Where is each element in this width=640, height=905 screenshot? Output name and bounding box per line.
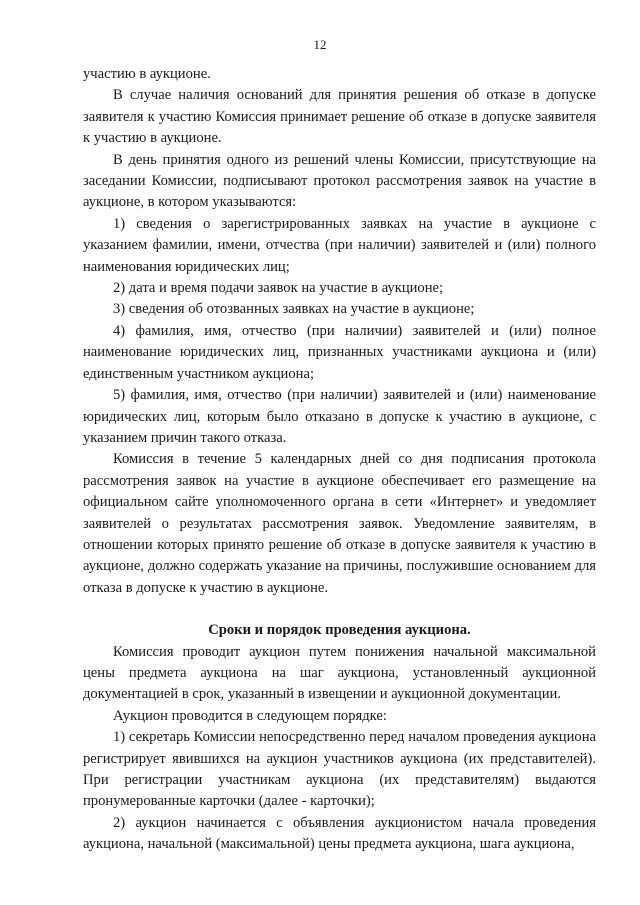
list-item: 1) сведения о зарегистрированных заявках на участие в аукционе с указанием фамилии, имени, отчества (при наличии) заявителей и (или) полного наименования юридических лиц; xyxy=(83,215,596,275)
paragraph: участию в аукционе. xyxy=(83,66,211,82)
list-item: 3) сведения об отозванных заявках на участие в аукционе; xyxy=(113,301,475,318)
paragraph: Комиссия проводит аукцион путем понижения начальной максимальной цены предмета аукциона на шаг аукциона, установленный аукционной документацией в срок, указанный в извещении и аукционной документации. xyxy=(83,643,596,703)
list-item: 4) фамилия, имя, отчество (при наличии) заявителей и (или) полное наименование юридических лиц, признанных участниками аукциона и (или) единственным участником аукциона; xyxy=(83,322,596,382)
section-heading: Сроки и порядок проведения аукциона. xyxy=(208,622,471,639)
page-number: 12 xyxy=(313,37,327,52)
list-item: 2) аукцион начинается с объявления аукционистом начала проведения аукциона, начальной (максимальной) цены предмета аукциона, шага аукциона, xyxy=(83,814,596,853)
paragraph: Комиссия в течение 5 календарных дней со дня подписания протокола рассмотрения заявок на участие в аукционе обеспечивает его размещение на официальном сайте уполномоченного органа в сети «Интернет» и уведомляет заявителей о результатах рассмотрения заявок. Уведомление заявителям, в отношении которых принято решение об отказе в допуске заявителя к участию в аукционе, должно содержать указание на причины, послужившие основанием для отказа в допуске к участию в аукционе. xyxy=(83,451,596,596)
paragraph: Аукцион проводится в следующем порядке: xyxy=(113,707,387,724)
list-item: 5) фамилия, имя, отчество (при наличии) заявителей и (или) наименование юридических лиц, которым было отказано в допуске к участию в аукционе, с указанием причин такого отказа. xyxy=(83,387,596,446)
paragraph: В день принятия одного из решений члены Комиссии, присутствующие на заседании Комиссии, подписывают протокол рассмотрения заявок на участие в аукционе, в котором указываются: xyxy=(83,151,596,211)
paragraph: В случае наличия оснований для принятия решения об отказе в допуске заявителя к участию Комиссия принимает решение об отказе в допуске заявителя к участию в аукционе. xyxy=(83,87,596,147)
list-item: 2) дата и время подачи заявок на участие в аукционе; xyxy=(113,280,444,297)
list-item: 1) секретарь Комиссии непосредственно перед началом проведения аукциона регистрирует явившихся на аукцион участников аукциона (их представителей). При регистрации участникам аукциона (их представителям) выдаются пронумерованные карточки (далее - карточки); xyxy=(83,729,596,810)
document-body xyxy=(83,64,596,856)
